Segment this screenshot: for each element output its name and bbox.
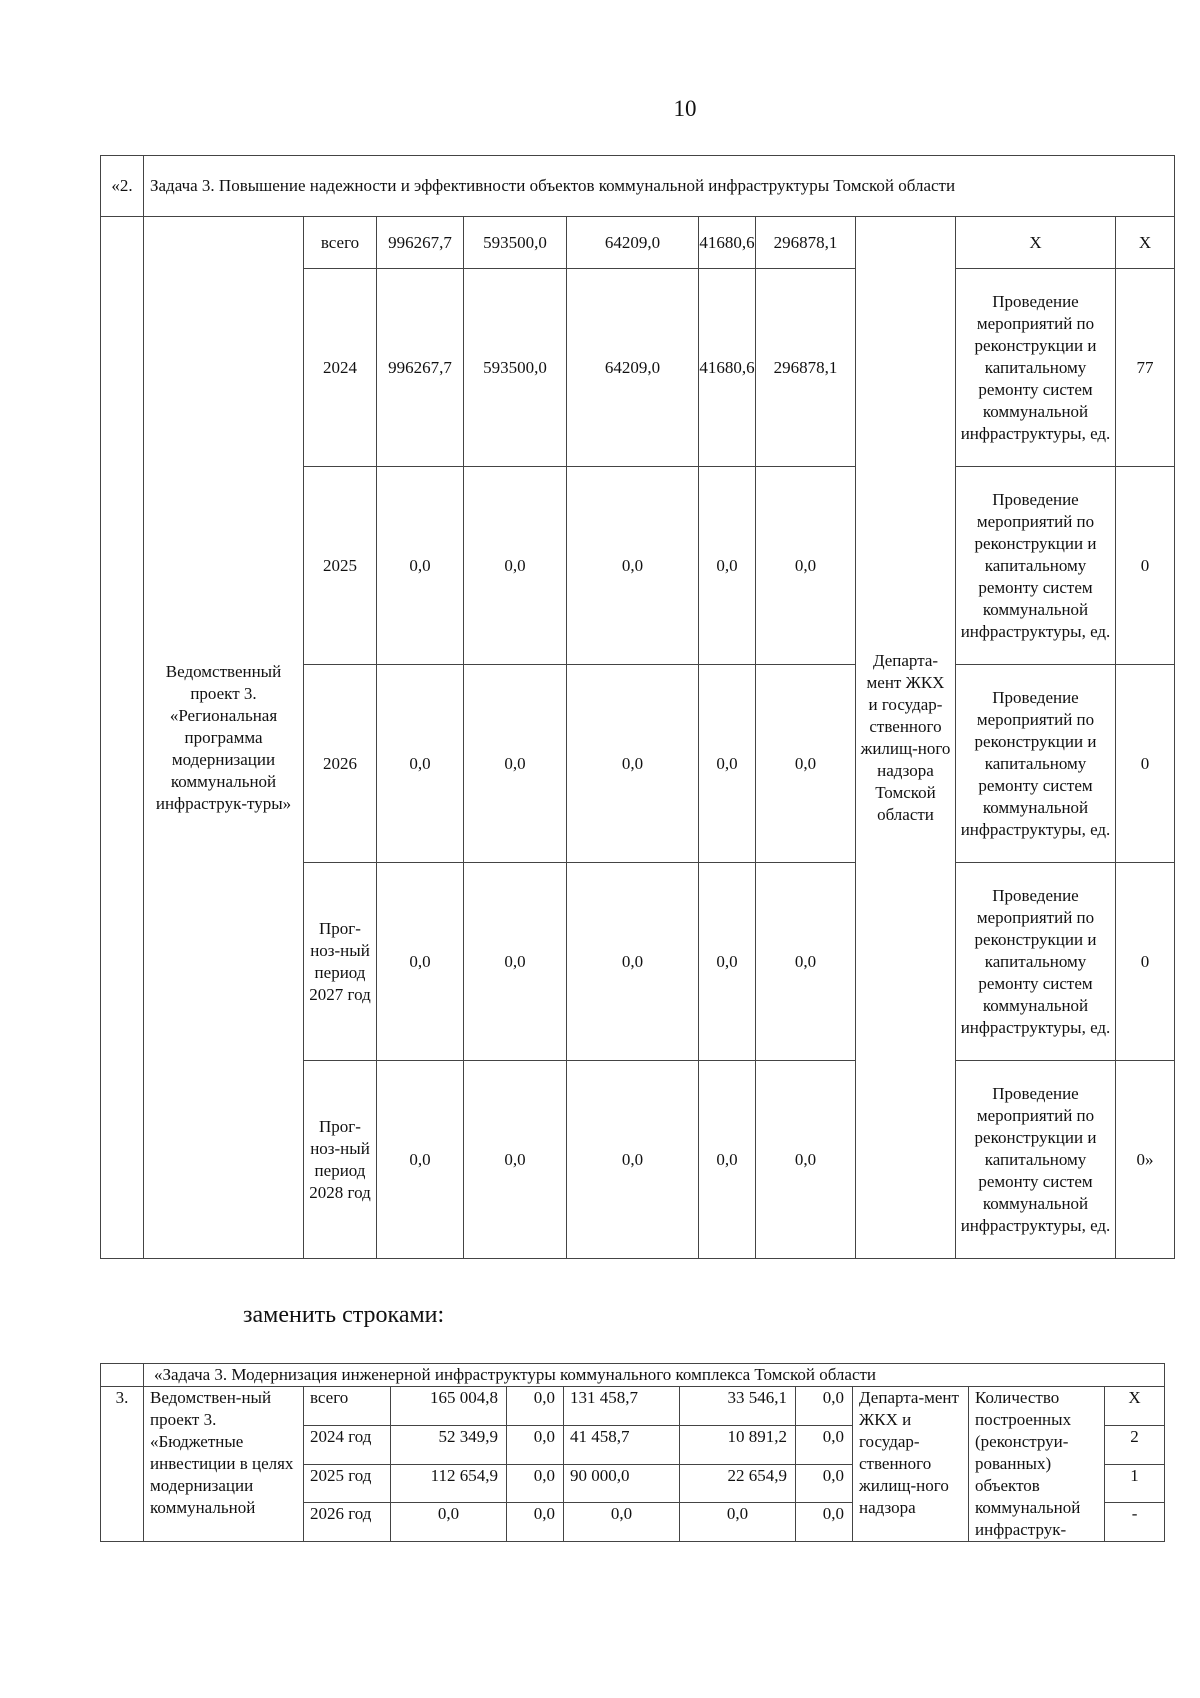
value-cell: 0,0 [796, 1425, 853, 1464]
project-name: Ведомственный проект 3. «Региональная программа модернизации коммунальной инфраструк-туры» [144, 217, 304, 1259]
replacement-table [100, 1363, 1165, 1542]
value-cell: 33 546,1 [680, 1387, 796, 1426]
value-cell: 165 004,8 [391, 1387, 507, 1426]
value-cell: 296878,1 [756, 269, 856, 467]
value-cell: 593500,0 [464, 269, 567, 467]
indicator-value: 1 [1105, 1464, 1165, 1503]
value-cell: 22 654,9 [680, 1464, 796, 1503]
empty-cell [101, 217, 144, 1259]
period-cell: 2024 год [304, 1425, 391, 1464]
indicator-value: Х [1105, 1387, 1165, 1426]
page-number: 10 [673, 96, 697, 121]
value-cell: 90 000,0 [564, 1464, 680, 1503]
value-cell: 41680,6 [699, 217, 756, 269]
value-cell: 112 654,9 [391, 1464, 507, 1503]
value-cell: 0,0 [464, 1061, 567, 1259]
period-cell: Прог-ноз-ный период 2027 год [304, 863, 377, 1061]
value-cell: 0,0 [464, 467, 567, 665]
value-cell: 0,0 [699, 863, 756, 1061]
value-cell: 996267,7 [377, 269, 464, 467]
value-cell: 0,0 [377, 863, 464, 1061]
value-cell: 0,0 [796, 1464, 853, 1503]
value-cell: 0,0 [377, 665, 464, 863]
value-cell: 52 349,9 [391, 1425, 507, 1464]
value-cell: 0,0 [507, 1387, 564, 1426]
value-cell: 0,0 [391, 1503, 507, 1542]
indicator-value: 0 [1116, 467, 1175, 665]
value-cell: 0,0 [567, 665, 699, 863]
period-cell: всего [304, 217, 377, 269]
value-cell: 0,0 [377, 467, 464, 665]
value-cell: 0,0 [796, 1387, 853, 1426]
period-cell: 2025 год [304, 1464, 391, 1503]
value-cell: 64209,0 [567, 269, 699, 467]
indicator-value: - [1105, 1503, 1165, 1542]
value-cell: 0,0 [464, 665, 567, 863]
period-cell: Прог-ноз-ный период 2028 год [304, 1061, 377, 1259]
row-number: 3. [101, 1387, 144, 1542]
value-cell: 0,0 [756, 1061, 856, 1259]
table-row [101, 1387, 1165, 1426]
indicator-value: Х [1116, 217, 1175, 269]
value-cell: 64209,0 [567, 217, 699, 269]
replace-caption: заменить строками: [243, 1302, 445, 1328]
period-cell: 2026 [304, 665, 377, 863]
indicator-cell: Проведение мероприятий по реконструкции и капитальному ремонту систем коммунальной инфраструктуры, ед. [956, 665, 1116, 863]
value-cell: 0,0 [796, 1503, 853, 1542]
row-number: «2. [101, 156, 144, 217]
period-cell: 2024 [304, 269, 377, 467]
value-cell: 0,0 [464, 863, 567, 1061]
project-name: Ведомствен-ный проект 3. «Бюджетные инвестиции в целях модернизации коммунальной [144, 1387, 304, 1542]
indicator-cell: Количество построенных (реконструи-рованных) объектов коммунальной инфраструк- [969, 1387, 1105, 1542]
value-cell: 0,0 [507, 1503, 564, 1542]
value-cell: 0,0 [507, 1425, 564, 1464]
period-cell: 2026 год [304, 1503, 391, 1542]
value-cell: 0,0 [699, 1061, 756, 1259]
table-row [101, 217, 1175, 269]
indicator-value: 77 [1116, 269, 1175, 467]
value-cell: 41680,6 [699, 269, 756, 467]
indicator-value: 2 [1105, 1425, 1165, 1464]
empty-cell [101, 1364, 144, 1387]
department-cell: Департа-мент ЖКХ и государ-ственного жилищ-ного надзора Томской области [856, 217, 956, 1259]
indicator-cell: Х [956, 217, 1116, 269]
value-cell: 0,0 [567, 863, 699, 1061]
department-cell: Департа-мент ЖКХ и государ-ственного жилищ-ного надзора [853, 1387, 969, 1542]
value-cell: 0,0 [567, 467, 699, 665]
indicator-value: 0 [1116, 665, 1175, 863]
indicator-cell: Проведение мероприятий по реконструкции и капитальному ремонту систем коммунальной инфраструктуры, ед. [956, 863, 1116, 1061]
indicator-cell: Проведение мероприятий по реконструкции и капитальному ремонту систем коммунальной инфраструктуры, ед. [956, 1061, 1116, 1259]
value-cell: 41 458,7 [564, 1425, 680, 1464]
value-cell: 0,0 [699, 665, 756, 863]
indicator-value: 0 [1116, 863, 1175, 1061]
value-cell: 10 891,2 [680, 1425, 796, 1464]
value-cell: 0,0 [377, 1061, 464, 1259]
value-cell: 0,0 [507, 1464, 564, 1503]
value-cell: 0,0 [567, 1061, 699, 1259]
value-cell: 0,0 [756, 467, 856, 665]
task-title: «Задача 3. Модернизация инженерной инфраструктуры коммунального комплекса Томской области [144, 1364, 1165, 1387]
value-cell: 593500,0 [464, 217, 567, 269]
value-cell: 0,0 [680, 1503, 796, 1542]
value-cell: 0,0 [699, 467, 756, 665]
period-cell: 2025 [304, 467, 377, 665]
indicator-cell: Проведение мероприятий по реконструкции и капитальному ремонту систем коммунальной инфраструктуры, ед. [956, 467, 1116, 665]
task-title: Задача 3. Повышение надежности и эффективности объектов коммунальной инфраструктуры Томской области [144, 156, 1175, 217]
original-table [100, 155, 1175, 1259]
value-cell: 0,0 [564, 1503, 680, 1542]
value-cell: 0,0 [756, 665, 856, 863]
value-cell: 0,0 [756, 863, 856, 1061]
indicator-cell: Проведение мероприятий по реконструкции и капитальному ремонту систем коммунальной инфраструктуры, ед. [956, 269, 1116, 467]
value-cell: 996267,7 [377, 217, 464, 269]
value-cell: 131 458,7 [564, 1387, 680, 1426]
value-cell: 296878,1 [756, 217, 856, 269]
indicator-value: 0» [1116, 1061, 1175, 1259]
period-cell: всего [304, 1387, 391, 1426]
